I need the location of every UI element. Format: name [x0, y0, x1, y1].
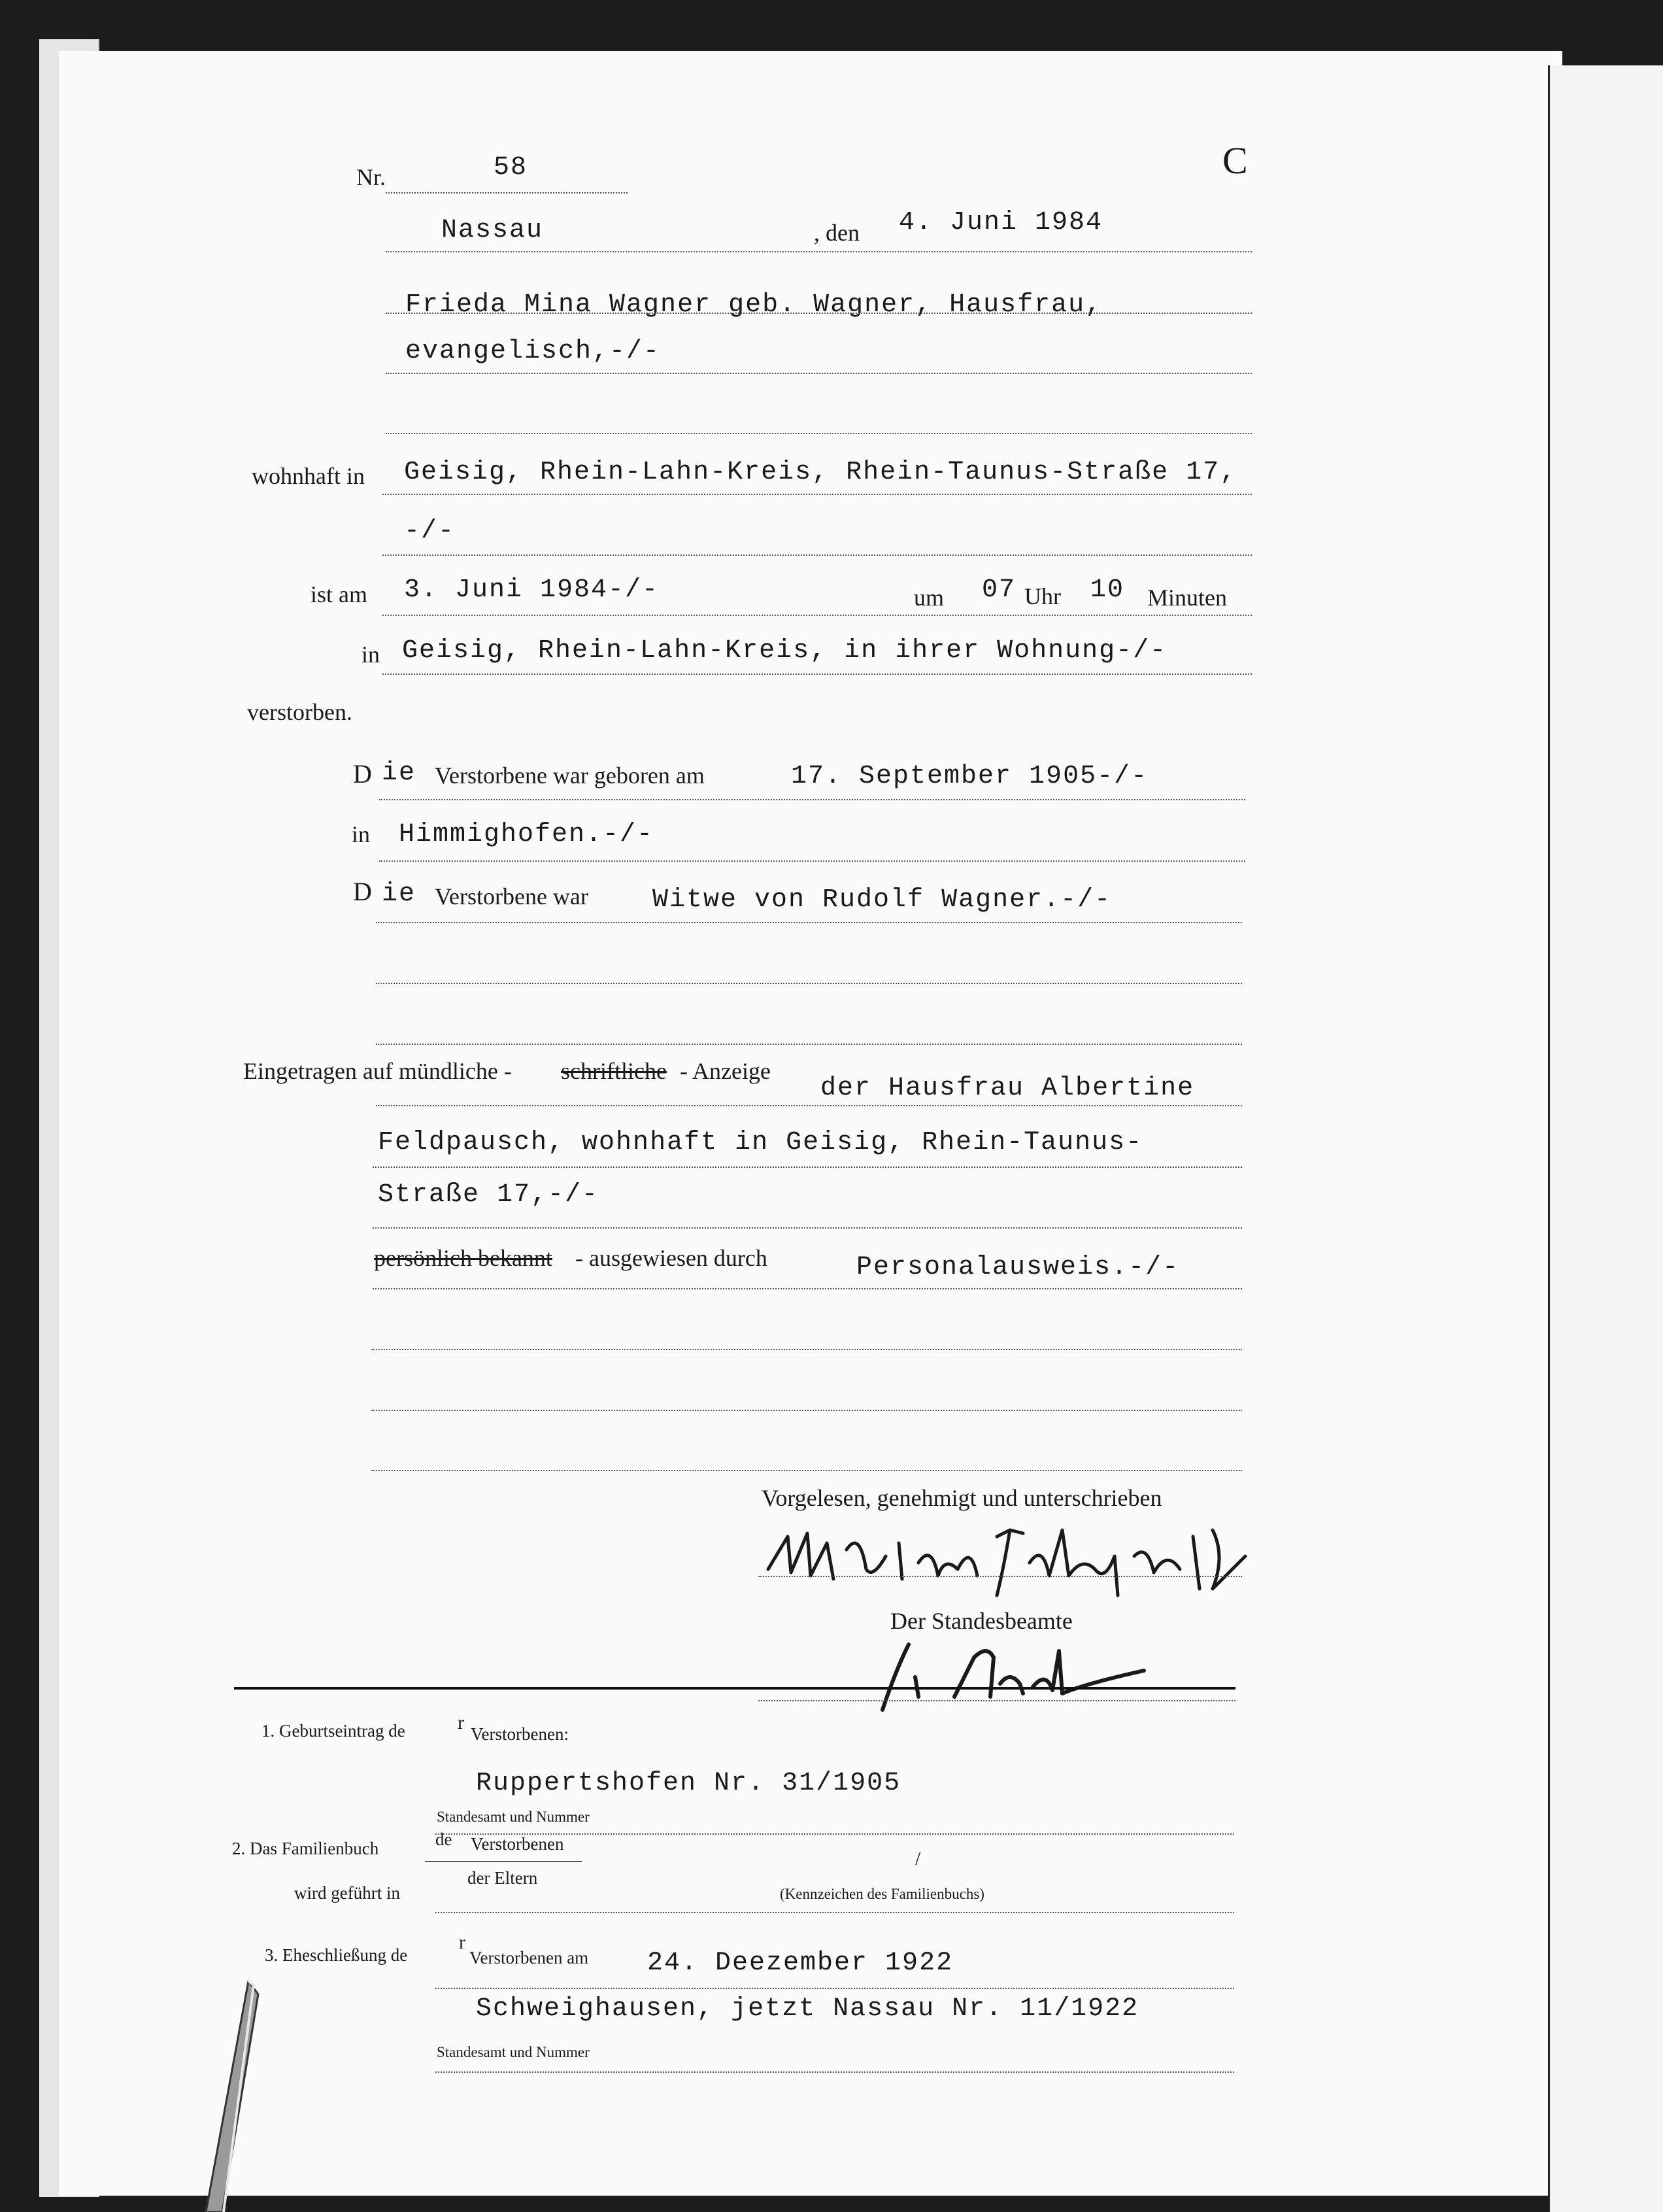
note2-verstorbenen: Verstorbenen — [471, 1834, 564, 1854]
minuten-label: Minuten — [1147, 585, 1227, 611]
record-number: 58 — [494, 153, 528, 182]
pen-object — [183, 1981, 275, 2212]
line-blank-3 — [371, 1470, 1242, 1471]
note2-de: de — [435, 1829, 452, 1849]
line-place-date — [386, 251, 1252, 252]
uhr-label: Uhr — [1024, 583, 1061, 609]
birth-date: 17. September 1905-/- — [791, 762, 1149, 791]
deceased-religion: evangelisch,-/- — [405, 337, 661, 366]
birth-label: Verstorbene war geboren am — [435, 762, 705, 789]
line-residence-1 — [382, 494, 1252, 495]
line-residence-2 — [382, 554, 1252, 556]
line-status-3 — [376, 1044, 1242, 1045]
line-birth-place — [379, 860, 1245, 862]
note2-label: 2. Das Familienbuch — [232, 1839, 379, 1858]
marriage-date: 24. Deezember 1922 — [647, 1948, 954, 1978]
corner-letter: C — [1222, 139, 1248, 182]
read-approved-label: Vorgelesen, genehmigt und unterschrieben — [762, 1485, 1162, 1511]
note2-slash: / — [915, 1848, 921, 1869]
status-label: Verstorbene war — [435, 883, 588, 910]
residence-label: wohnhaft in — [252, 463, 365, 489]
report-label-struck: schriftliche — [561, 1058, 667, 1084]
note1-sup: r — [458, 1712, 464, 1733]
death-hour: 07 — [982, 575, 1016, 605]
line-note3-place — [435, 2071, 1234, 2073]
place-of-record: Nassau — [441, 216, 544, 245]
status-ie-suffix: ie — [382, 879, 416, 909]
report-label-b: - Anzeige — [680, 1058, 771, 1084]
birth-place: Himmighofen.-/- — [399, 820, 654, 849]
ist-am-label: ist am — [311, 581, 367, 607]
birth-ie-suffix: ie — [382, 758, 416, 788]
um-label: um — [914, 585, 945, 611]
line-birth-date — [379, 799, 1245, 800]
line-blank-1 — [371, 1349, 1242, 1350]
marital-status: Witwe von Rudolf Wagner.-/- — [652, 885, 1112, 915]
line-name-3 — [386, 433, 1252, 434]
informant-line-1: der Hausfrau Albertine — [820, 1074, 1195, 1103]
note1-label-a: 1. Geburtseintrag de — [261, 1721, 405, 1741]
line-death-place — [382, 673, 1252, 675]
report-label-a: Eingetragen auf mündliche - — [243, 1058, 512, 1084]
line-ident — [373, 1288, 1242, 1289]
ident-document: Personalausweis.-/- — [856, 1253, 1180, 1282]
den-label: , den — [814, 220, 860, 246]
deceased-name: Frieda Mina Wagner geb. Wagner, Hausfrau, — [405, 290, 1103, 320]
line-status-2 — [376, 983, 1242, 984]
note2-fraction-line — [425, 1861, 582, 1862]
line-blank-2 — [371, 1410, 1242, 1411]
line-death-date — [382, 615, 1252, 616]
residence-value-2: -/- — [404, 517, 456, 546]
registrar-signature — [869, 1631, 1157, 1716]
informant-line-2: Feldpausch, wohnhaft in Geisig, Rhein-Taunus- — [378, 1128, 1143, 1157]
line-name-1 — [386, 313, 1252, 314]
ident-struck: persönlich bekannt — [374, 1245, 552, 1271]
residence-value: Geisig, Rhein-Lahn-Kreis, Rhein-Taunus-Straße 17, — [404, 458, 1237, 487]
note2-eltern: der Eltern — [467, 1868, 538, 1888]
line-status-1 — [376, 922, 1242, 923]
facing-page-edge — [1548, 65, 1663, 2212]
line-report-1 — [376, 1105, 1242, 1106]
line-note2 — [435, 1912, 1234, 1913]
note2-caption: (Kennzeichen des Familienbuchs) — [780, 1886, 984, 1902]
death-minutes: 10 — [1090, 575, 1125, 605]
nr-line — [386, 192, 628, 194]
line-signature-informant — [758, 1576, 1242, 1577]
note1-label-b: Verstorbenen: — [471, 1724, 569, 1744]
registrar-label: Der Standesbeamte — [890, 1608, 1073, 1634]
birth-in-label: in — [352, 821, 371, 847]
death-place: Geisig, Rhein-Lahn-Kreis, in ihrer Wohnung-/- — [402, 636, 1167, 666]
informant-signature — [762, 1517, 1265, 1622]
birth-register-entry: Ruppertshofen Nr. 31/1905 — [476, 1769, 901, 1798]
note3-label-a: 3. Eheschließung de — [265, 1945, 408, 1965]
verstorben-label: verstorben. — [247, 699, 352, 725]
note3-label-b: Verstorbenen am — [469, 1948, 589, 1967]
note1-caption: Standesamt und Nummer — [437, 1809, 590, 1825]
note2-wird: wird geführt in — [294, 1883, 400, 1903]
nr-label: Nr. — [356, 164, 386, 190]
ident-label: - ausgewiesen durch — [575, 1245, 767, 1271]
birth-d-letter: D — [353, 759, 372, 789]
section-divider — [234, 1687, 1235, 1690]
marriage-register: Schweighausen, jetzt Nassau Nr. 11/1922 — [476, 1994, 1139, 2024]
note3-caption: Standesamt und Nummer — [437, 2044, 590, 2060]
line-report-2 — [373, 1166, 1242, 1168]
line-report-3 — [373, 1227, 1242, 1229]
status-d-letter: D — [353, 877, 372, 906]
record-date: 4. Juni 1984 — [899, 208, 1103, 237]
death-date: 3. Juni 1984-/- — [404, 575, 660, 605]
line-note3-date — [435, 1988, 1234, 1989]
line-name-2 — [386, 373, 1252, 374]
death-in-label: in — [361, 641, 380, 668]
line-signature-registrar — [758, 1700, 1235, 1701]
informant-line-3: Straße 17,-/- — [378, 1180, 599, 1210]
note3-sup: r — [459, 1931, 465, 1953]
